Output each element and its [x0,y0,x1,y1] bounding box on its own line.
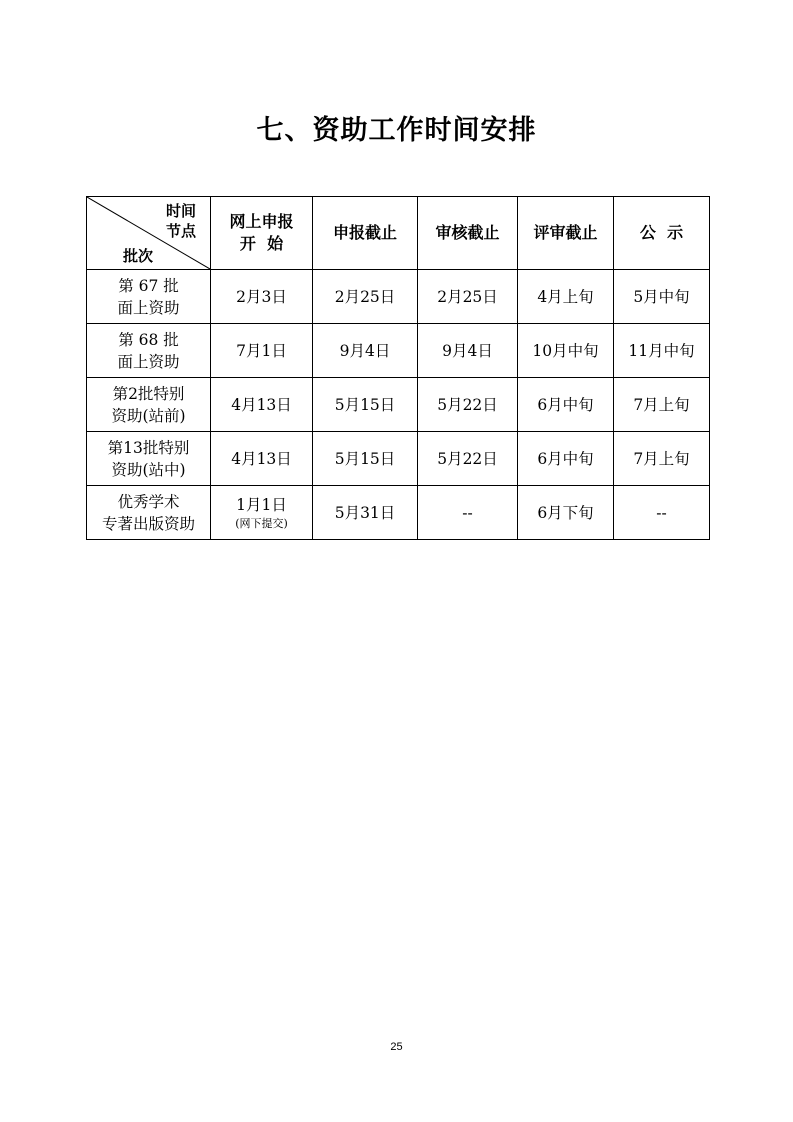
header-start-line2: 开 始 [239,234,284,253]
batch-line2: 资助(站前) [111,406,186,425]
corner-top-line2: 节点 [165,222,196,240]
batch-line1: 第2批特别 [112,384,185,403]
apply-deadline-cell: 5月15日 [313,432,418,486]
apply-deadline-cell: 5月15日 [313,378,418,432]
publicity-cell: 7月上旬 [614,378,710,432]
review-deadline-cell: 9月4日 [418,324,518,378]
batch-line1: 优秀学术 [117,492,180,511]
review-deadline-cell: -- [418,486,518,540]
header-evaluation-deadline: 评审截止 [518,197,614,270]
page-title: 七、资助工作时间安排 [256,115,537,146]
start-cell: 4月13日 [211,432,313,486]
publicity-cell: 11月中旬 [614,324,710,378]
batch-cell [87,378,211,432]
batch-cell [87,270,211,324]
evaluation-deadline-cell: 4月上旬 [518,270,614,324]
start-date: 1月1日 [236,496,287,514]
table-row [87,270,710,324]
review-deadline-cell: 2月25日 [418,270,518,324]
schedule-table [86,196,710,540]
table-row [87,378,710,432]
header-row [87,197,710,270]
table-row [87,432,710,486]
batch-line2: 面上资助 [117,352,180,371]
evaluation-deadline-cell: 6月中旬 [518,378,614,432]
apply-deadline-cell: 9月4日 [313,324,418,378]
batch-cell [87,486,211,540]
start-cell [211,486,313,540]
review-deadline-cell: 5月22日 [418,432,518,486]
start-note: (网下提交) [235,517,288,530]
corner-time-node-label [166,201,196,241]
batch-line2: 专著出版资助 [101,514,195,533]
page-number: 25 [390,1041,403,1053]
header-review-deadline: 审核截止 [418,197,518,270]
header-publicity: 公 示 [614,197,710,270]
evaluation-deadline-cell: 6月中旬 [518,432,614,486]
batch-line2: 面上资助 [117,298,180,317]
start-cell: 4月13日 [211,378,313,432]
batch-cell [87,432,211,486]
corner-header-cell [87,197,211,270]
corner-top-line1: 时间 [165,202,196,220]
table-row [87,486,710,540]
table-row [87,324,710,378]
batch-line1: 第13批特别 [107,438,190,457]
publicity-cell: 7月上旬 [614,432,710,486]
apply-deadline-cell: 2月25日 [313,270,418,324]
start-cell: 2月3日 [211,270,313,324]
header-start-line1: 网上申报 [229,212,294,231]
start-cell: 7月1日 [211,324,313,378]
batch-line1: 第 67 批 [118,276,179,295]
header-online-start [211,197,313,270]
corner-batch-label: 批次 [123,247,154,265]
header-apply-deadline: 申报截止 [313,197,418,270]
evaluation-deadline-cell: 6月下旬 [518,486,614,540]
batch-cell [87,324,211,378]
batch-line1: 第 68 批 [118,330,179,349]
publicity-cell: -- [614,486,710,540]
apply-deadline-cell: 5月31日 [313,486,418,540]
publicity-cell: 5月中旬 [614,270,710,324]
evaluation-deadline-cell: 10月中旬 [518,324,614,378]
batch-line2: 资助(站中) [111,460,186,479]
review-deadline-cell: 5月22日 [418,378,518,432]
